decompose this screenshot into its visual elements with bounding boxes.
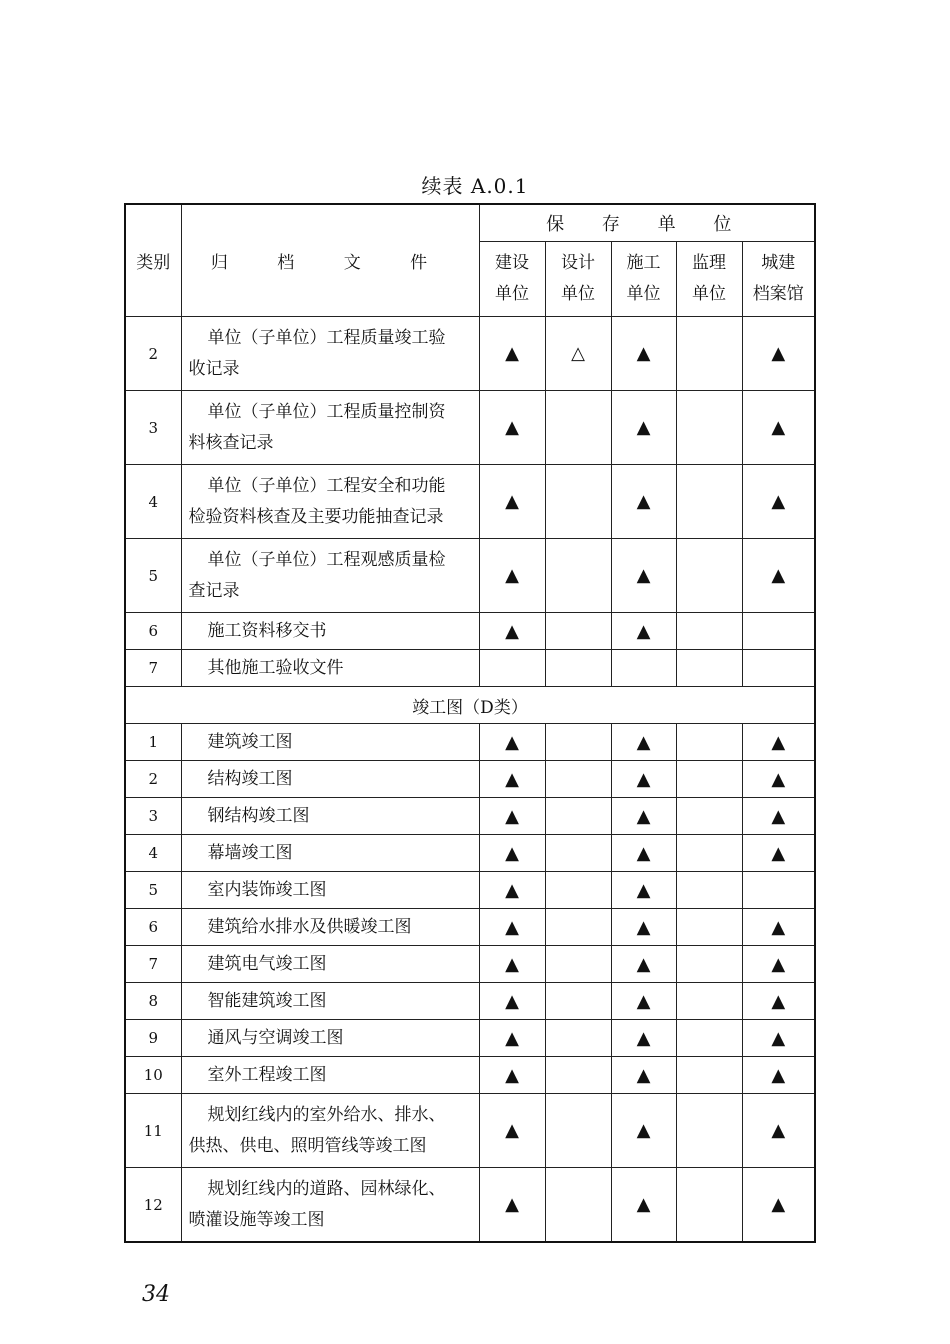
empty-mark-cell [545,983,611,1020]
empty-mark-cell [676,1168,742,1243]
required-mark-icon: ▲ [611,983,676,1020]
header-col-city-archive: 城建 档案馆 [742,242,815,317]
empty-mark-cell [742,613,815,650]
required-mark-icon: ▲ [479,539,545,613]
required-mark-icon: ▲ [479,872,545,909]
empty-mark-cell [676,1057,742,1094]
required-mark-icon: ▲ [742,798,815,835]
empty-mark-cell [676,909,742,946]
empty-mark-cell [479,650,545,687]
empty-mark-cell [545,909,611,946]
row-number: 6 [125,613,181,650]
document-name: 规划红线内的道路、园林绿化、 喷灌设施等竣工图 [181,1168,479,1243]
document-name: 单位（子单位）工程质量竣工验 收记录 [181,317,479,391]
required-mark-icon: ▲ [611,872,676,909]
empty-mark-cell [545,1057,611,1094]
document-name: 施工资料移交书 [181,613,479,650]
section-row [125,687,815,724]
empty-mark-cell [545,650,611,687]
header-col-construction-unit: 建设 单位 [479,242,545,317]
table-row [125,798,815,835]
required-mark-icon: ▲ [611,761,676,798]
header-col-supervision-unit: 监理 单位 [676,242,742,317]
document-name: 通风与空调竣工图 [181,1020,479,1057]
required-mark-icon: ▲ [479,391,545,465]
row-number: 3 [125,391,181,465]
empty-mark-cell [676,539,742,613]
empty-mark-cell [742,650,815,687]
required-mark-icon: ▲ [479,909,545,946]
required-mark-icon: ▲ [479,317,545,391]
required-mark-icon: ▲ [611,1168,676,1243]
table-row [125,650,815,687]
empty-mark-cell [676,1094,742,1168]
row-number: 11 [125,1094,181,1168]
required-mark-icon: ▲ [479,724,545,761]
required-mark-icon: ▲ [742,1094,815,1168]
required-mark-icon: ▲ [742,909,815,946]
row-number: 9 [125,1020,181,1057]
empty-mark-cell [676,613,742,650]
required-mark-icon: ▲ [479,1168,545,1243]
required-mark-icon: ▲ [742,835,815,872]
empty-mark-cell [676,724,742,761]
required-mark-icon: ▲ [742,317,815,391]
empty-mark-cell [545,1094,611,1168]
empty-mark-cell [676,465,742,539]
page-number: 34 [142,1282,170,1307]
required-mark-icon: ▲ [611,465,676,539]
document-name: 幕墙竣工图 [181,835,479,872]
table-row [125,983,815,1020]
required-mark-icon: ▲ [742,983,815,1020]
table-row [125,539,815,613]
optional-mark-icon: △ [545,317,611,391]
section-title-as-built-drawings: 竣工图（D类） [125,687,815,724]
empty-mark-cell [676,983,742,1020]
table-caption: 续表 A.0.1 [421,174,529,198]
row-number: 8 [125,983,181,1020]
empty-mark-cell [545,1168,611,1243]
row-number: 10 [125,1057,181,1094]
document-name: 建筑给水排水及供暖竣工图 [181,909,479,946]
header-col-design-unit: 设计 单位 [545,242,611,317]
row-number: 12 [125,1168,181,1243]
archive-table [124,203,816,1243]
table-row [125,909,815,946]
document-name: 其他施工验收文件 [181,650,479,687]
row-number: 1 [125,724,181,761]
table-row [125,1057,815,1094]
empty-mark-cell [545,946,611,983]
table-row [125,317,815,391]
row-number: 3 [125,798,181,835]
table-row [125,724,815,761]
empty-mark-cell [545,761,611,798]
required-mark-icon: ▲ [742,946,815,983]
empty-mark-cell [545,872,611,909]
row-number: 2 [125,761,181,798]
table-row [125,1168,815,1243]
required-mark-icon: ▲ [611,1057,676,1094]
empty-mark-cell [545,835,611,872]
row-number: 6 [125,909,181,946]
required-mark-icon: ▲ [611,724,676,761]
document-name: 室外工程竣工图 [181,1057,479,1094]
empty-mark-cell [676,391,742,465]
empty-mark-cell [545,613,611,650]
table-row [125,872,815,909]
required-mark-icon: ▲ [611,909,676,946]
empty-mark-cell [676,946,742,983]
required-mark-icon: ▲ [742,539,815,613]
required-mark-icon: ▲ [742,465,815,539]
header-col-contractor-unit: 施工 单位 [611,242,676,317]
required-mark-icon: ▲ [611,391,676,465]
table-row [125,835,815,872]
required-mark-icon: ▲ [742,724,815,761]
header-documents: 归 档 文 件 [181,204,479,317]
required-mark-icon: ▲ [479,798,545,835]
document-name: 单位（子单位）工程安全和功能 检验资料核查及主要功能抽查记录 [181,465,479,539]
row-number: 5 [125,872,181,909]
empty-mark-cell [545,391,611,465]
empty-mark-cell [676,761,742,798]
required-mark-icon: ▲ [611,539,676,613]
required-mark-icon: ▲ [479,946,545,983]
required-mark-icon: ▲ [742,391,815,465]
empty-mark-cell [742,872,815,909]
table-row [125,465,815,539]
table-row [125,613,815,650]
table-row [125,1094,815,1168]
row-number: 4 [125,465,181,539]
document-name: 规划红线内的室外给水、排水、 供热、供电、照明管线等竣工图 [181,1094,479,1168]
row-number: 2 [125,317,181,391]
required-mark-icon: ▲ [611,613,676,650]
required-mark-icon: ▲ [611,1094,676,1168]
required-mark-icon: ▲ [611,946,676,983]
row-number: 7 [125,946,181,983]
empty-mark-cell [545,724,611,761]
document-name: 智能建筑竣工图 [181,983,479,1020]
required-mark-icon: ▲ [479,613,545,650]
table-row [125,1020,815,1057]
row-number: 4 [125,835,181,872]
document-name: 结构竣工图 [181,761,479,798]
document-name: 单位（子单位）工程观感质量检 查记录 [181,539,479,613]
document-name: 建筑竣工图 [181,724,479,761]
empty-mark-cell [676,872,742,909]
required-mark-icon: ▲ [479,1020,545,1057]
required-mark-icon: ▲ [479,465,545,539]
table-row [125,391,815,465]
required-mark-icon: ▲ [611,835,676,872]
empty-mark-cell [676,650,742,687]
header-storage-units: 保 存 单 位 [479,204,815,242]
document-name: 建筑电气竣工图 [181,946,479,983]
document-name: 单位（子单位）工程质量控制资 料核查记录 [181,391,479,465]
required-mark-icon: ▲ [479,761,545,798]
required-mark-icon: ▲ [742,1057,815,1094]
empty-mark-cell [676,1020,742,1057]
required-mark-icon: ▲ [611,798,676,835]
empty-mark-cell [545,539,611,613]
required-mark-icon: ▲ [611,317,676,391]
empty-mark-cell [676,798,742,835]
required-mark-icon: ▲ [479,983,545,1020]
empty-mark-cell [611,650,676,687]
empty-mark-cell [545,465,611,539]
required-mark-icon: ▲ [611,1020,676,1057]
required-mark-icon: ▲ [742,761,815,798]
empty-mark-cell [676,835,742,872]
required-mark-icon: ▲ [479,835,545,872]
header-type: 类别 [125,204,181,317]
row-number: 5 [125,539,181,613]
document-name: 室内装饰竣工图 [181,872,479,909]
empty-mark-cell [545,1020,611,1057]
document-name: 钢结构竣工图 [181,798,479,835]
required-mark-icon: ▲ [742,1168,815,1243]
table-row [125,761,815,798]
empty-mark-cell [545,798,611,835]
required-mark-icon: ▲ [742,1020,815,1057]
required-mark-icon: ▲ [479,1094,545,1168]
row-number: 7 [125,650,181,687]
table-row [125,946,815,983]
empty-mark-cell [676,317,742,391]
required-mark-icon: ▲ [479,1057,545,1094]
